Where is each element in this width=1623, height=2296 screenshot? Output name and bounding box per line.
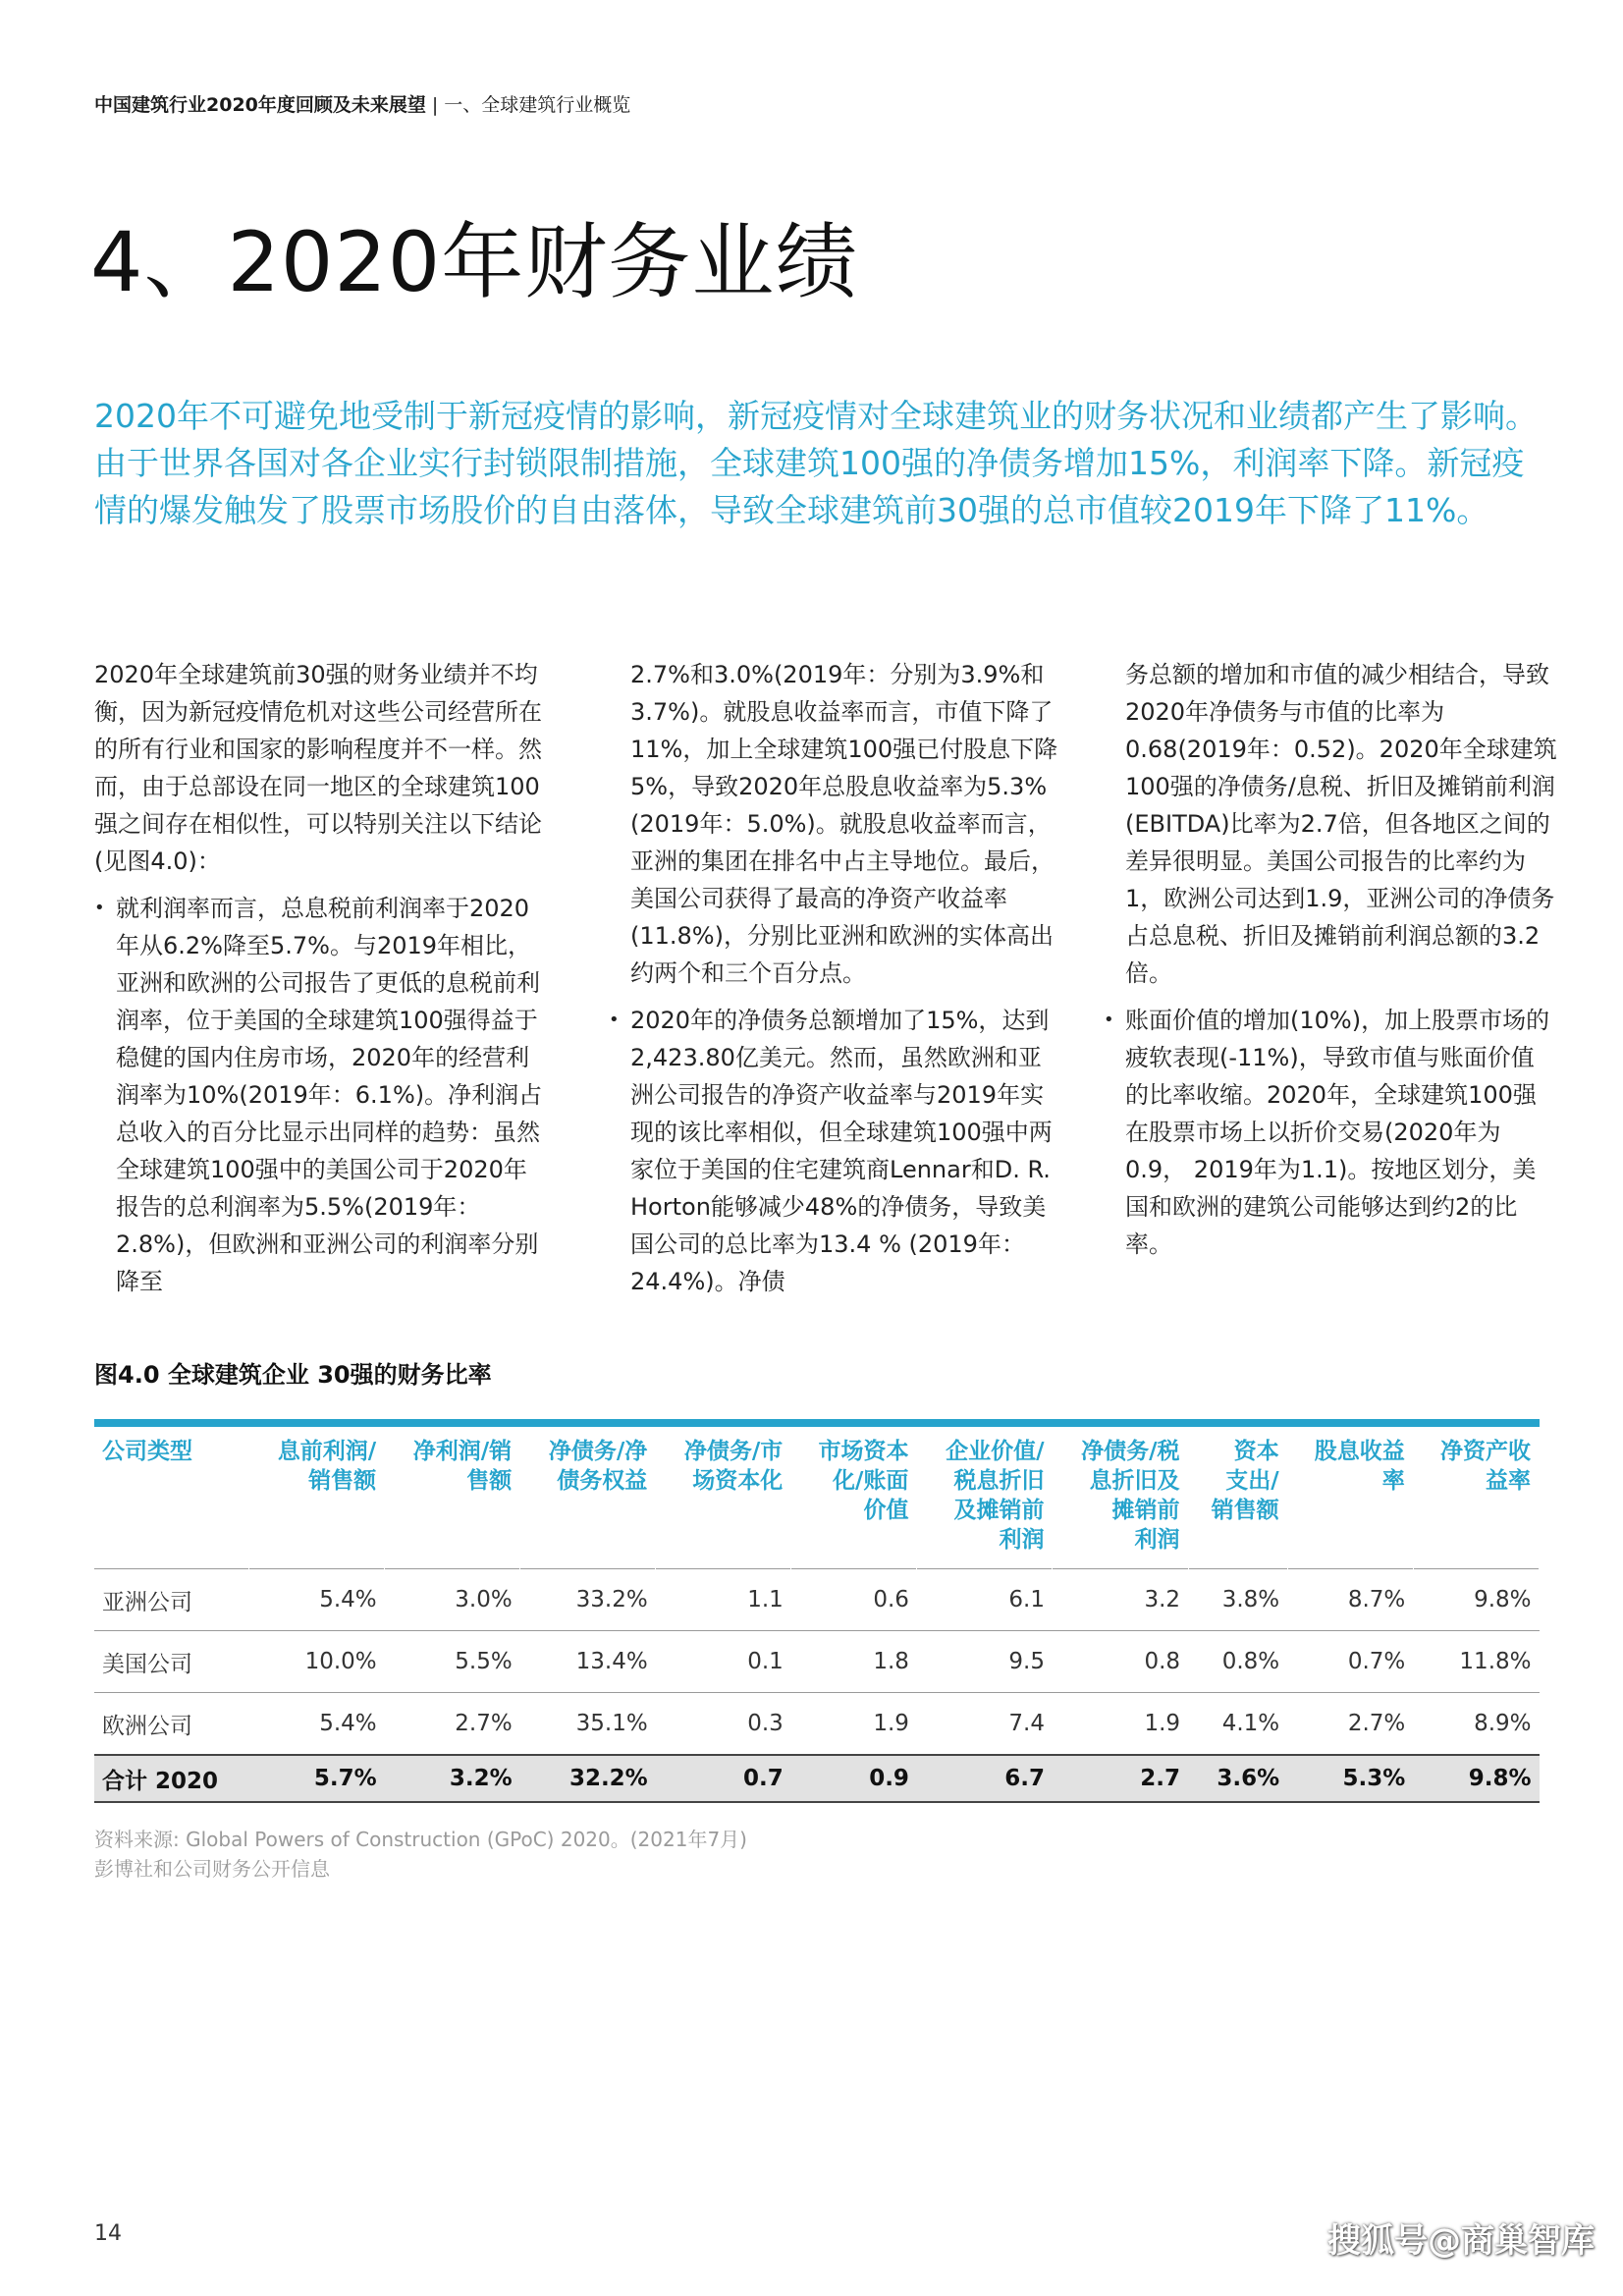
table-cell: 5.7% [249, 1755, 385, 1802]
column-header: 公司类型 [94, 1423, 249, 1569]
table-cell: 1.9 [791, 1693, 917, 1756]
table-cell: 6.1 [917, 1569, 1053, 1631]
table-cell: 8.9% [1413, 1693, 1539, 1756]
table-cell: 2.7 [1053, 1755, 1188, 1802]
body-column-2 [609, 656, 1062, 1310]
table-cell: 0.9 [791, 1755, 917, 1802]
table-cell: 1.9 [1053, 1693, 1188, 1756]
table-cell: 7.4 [917, 1693, 1053, 1756]
table-cell: 1.1 [656, 1569, 791, 1631]
body-column-3 [1104, 656, 1557, 1273]
report-title: 中国建筑行业2020年度回顾及未来展望 [94, 94, 426, 116]
column-header: 股息收益 率 [1287, 1423, 1413, 1569]
table-cell: 35.1% [520, 1693, 656, 1756]
figure-title: 图4.0 全球建筑企业 30强的财务比率 [94, 1361, 492, 1389]
bullet-icon: • [94, 898, 105, 918]
column-header: 息前利润/ 销售额 [249, 1423, 385, 1569]
row-label: 亚洲公司 [94, 1569, 249, 1631]
row-label: 美国公司 [94, 1631, 249, 1693]
table-cell: 2.7% [385, 1693, 520, 1756]
column-header: 企业价值/ 税息折旧 及摊销前 利润 [917, 1423, 1053, 1569]
table-cell: 0.1 [656, 1631, 791, 1693]
table-cell: 5.4% [249, 1693, 385, 1756]
source-line: 彭博社和公司财务公开信息 [94, 1857, 330, 1881]
bullet-item [1104, 1002, 1557, 1263]
table-cell: 6.7 [917, 1755, 1053, 1802]
table-cell: 0.8% [1188, 1631, 1287, 1693]
table-cell: 3.2 [1053, 1569, 1188, 1631]
table-cell: 3.8% [1188, 1569, 1287, 1631]
column-header: 净利润/销 售额 [385, 1423, 520, 1569]
section-name: 一、全球建筑行业概览 [444, 94, 631, 116]
bullet-item [94, 890, 548, 1300]
table-row [94, 1631, 1540, 1693]
financial-ratio-table [94, 1419, 1540, 1803]
table-cell: 11.8% [1413, 1631, 1539, 1693]
intro-paragraph: 2020年全球建筑前30强的财务业绩并不均衡，因为新冠疫情危机对这些公司经营所在的所有行业和国家的影响程度并不一样。然而，由于总部设在同一地区的全球建筑100强之间存在相似性，可以特别关注以下结论(见图4.0)： [94, 661, 542, 875]
source-line: 资料来源: Global Powers of Construction (GPoC) 2020。(2021年7月) [94, 1828, 747, 1851]
bullet-item [609, 1002, 1062, 1300]
table-cell: 4.1% [1188, 1693, 1287, 1756]
page-title: 4、2020年财务业绩 [90, 214, 859, 310]
column-header: 净债务/净 债务权益 [520, 1423, 656, 1569]
table-header-row [94, 1423, 1540, 1569]
table-cell: 3.2% [385, 1755, 520, 1802]
table-row [94, 1569, 1540, 1631]
bullet-text: 就利润率而言，总息税前利润率于2020年从6.2%降至5.7%。与2019年相比，亚洲和欧洲的公司报告了更低的息税前利润率，位于美国的全球建筑100强得益于稳健的国内住房市场，2020年的经营利润率为10%(2019年：6.1%)。净利润占总收入的百分比显示出同样的趋势：虽然全球建筑100强中的美国公司于2020年报告的总利润率为5.5%(2019年：2.8%)，但欧洲和亚洲公司的利润率分别降至 [116, 895, 543, 1295]
table-cell: 3.0% [385, 1569, 520, 1631]
table-cell: 3.6% [1188, 1755, 1287, 1802]
table-cell: 9.8% [1413, 1755, 1539, 1802]
table-cell: 5.4% [249, 1569, 385, 1631]
table-cell: 5.3% [1287, 1755, 1413, 1802]
column-header: 资本 支出/ 销售额 [1188, 1423, 1287, 1569]
bullet-continuation: 务总额的增加和市值的减少相结合，导致2020年净债务与市值的比率为0.68(2019年：0.52)。2020年全球建筑100强的净债务/息税、折旧及摊销前利润(EBITDA)比率为2.7倍，但各地区之间的差异很明显。美国公司报告的比率约为1，欧洲公司达到1.9，亚洲公司的净债务占总息税、折旧及摊销前利润总额的3.2倍。 [1125, 661, 1557, 987]
bullet-icon: • [609, 1010, 620, 1030]
table-cell: 1.8 [791, 1631, 917, 1693]
header-separator: | [431, 94, 439, 116]
table-cell: 9.8% [1413, 1569, 1539, 1631]
table-cell: 9.5 [917, 1631, 1053, 1693]
bullet-continuation: 2.7%和3.0%(2019年：分别为3.9%和3.7%)。就股息收益率而言，市值下降了11%，加上全球建筑100强已付股息下降5%，导致2020年总股息收益率为5.3%(2019年：5.0%)。就股息收益率而言，亚洲的集团在排名中占主导地位。最后，美国公司获得了最高的净资产收益率(11.8%)，分别比亚洲和欧洲的实体高出约两个和三个百分点。 [630, 661, 1058, 987]
row-label: 合计 2020 [94, 1755, 249, 1802]
table-cell: 0.6 [791, 1569, 917, 1631]
table-row [94, 1693, 1540, 1756]
table-cell: 8.7% [1287, 1569, 1413, 1631]
table-cell: 32.2% [520, 1755, 656, 1802]
table-cell: 13.4% [520, 1631, 656, 1693]
table-cell: 0.7 [656, 1755, 791, 1802]
lead-paragraph: 2020年不可避免地受制于新冠疫情的影响，新冠疫情对全球建筑业的财务状况和业绩都产生了影响。由于世界各国对各企业实行封锁限制措施，全球建筑100强的净债务增加15%，利润率下降。新冠疫情的爆发触发了股票市场股价的自由落体，导致全球建筑前30强的总市值较2019年下降了11%。 [94, 397, 1538, 529]
table-cell: 5.5% [385, 1631, 520, 1693]
bullet-icon: • [1104, 1010, 1114, 1030]
page-number: 14 [94, 2221, 122, 2246]
table-cell: 10.0% [249, 1631, 385, 1693]
column-header: 净资产收 益率 [1413, 1423, 1539, 1569]
bullet-text: 账面价值的增加(10%)，加上股票市场的疲软表现(-11%)，导致市值与账面价值的比率收缩。2020年，全球建筑100强在股票市场上以折价交易(2020年为0.9， 2019年为1.1)。按地区划分，美国和欧洲的建筑公司能够达到约2的比率。 [1125, 1007, 1550, 1258]
table-cell: 0.3 [656, 1693, 791, 1756]
body-column-1 [94, 656, 548, 1310]
watermark: 搜狐号@商巢智库 [1327, 2221, 1595, 2261]
source-note [94, 1825, 747, 1884]
column-header: 市场资本 化/账面 价值 [791, 1423, 917, 1569]
row-label: 欧洲公司 [94, 1693, 249, 1756]
running-header [94, 90, 630, 117]
column-header: 净债务/市 场资本化 [656, 1423, 791, 1569]
table-cell: 0.8 [1053, 1631, 1188, 1693]
column-header: 净债务/税 息折旧及 摊销前 利润 [1053, 1423, 1188, 1569]
table-total-row [94, 1755, 1540, 1802]
bullet-text: 2020年的净债务总额增加了15%，达到2,423.80亿美元。然而，虽然欧洲和亚洲公司报告的净资产收益率与2019年实现的该比率相似，但全球建筑100强中两家位于美国的住宅建筑商Lennar和D. R. Horton能够减少48%的净债务，导致美国公司的总比率为13.4 % (2019年：24.4%)。净债 [630, 1007, 1053, 1295]
table-cell: 0.7% [1287, 1631, 1413, 1693]
table-cell: 33.2% [520, 1569, 656, 1631]
table-cell: 2.7% [1287, 1693, 1413, 1756]
